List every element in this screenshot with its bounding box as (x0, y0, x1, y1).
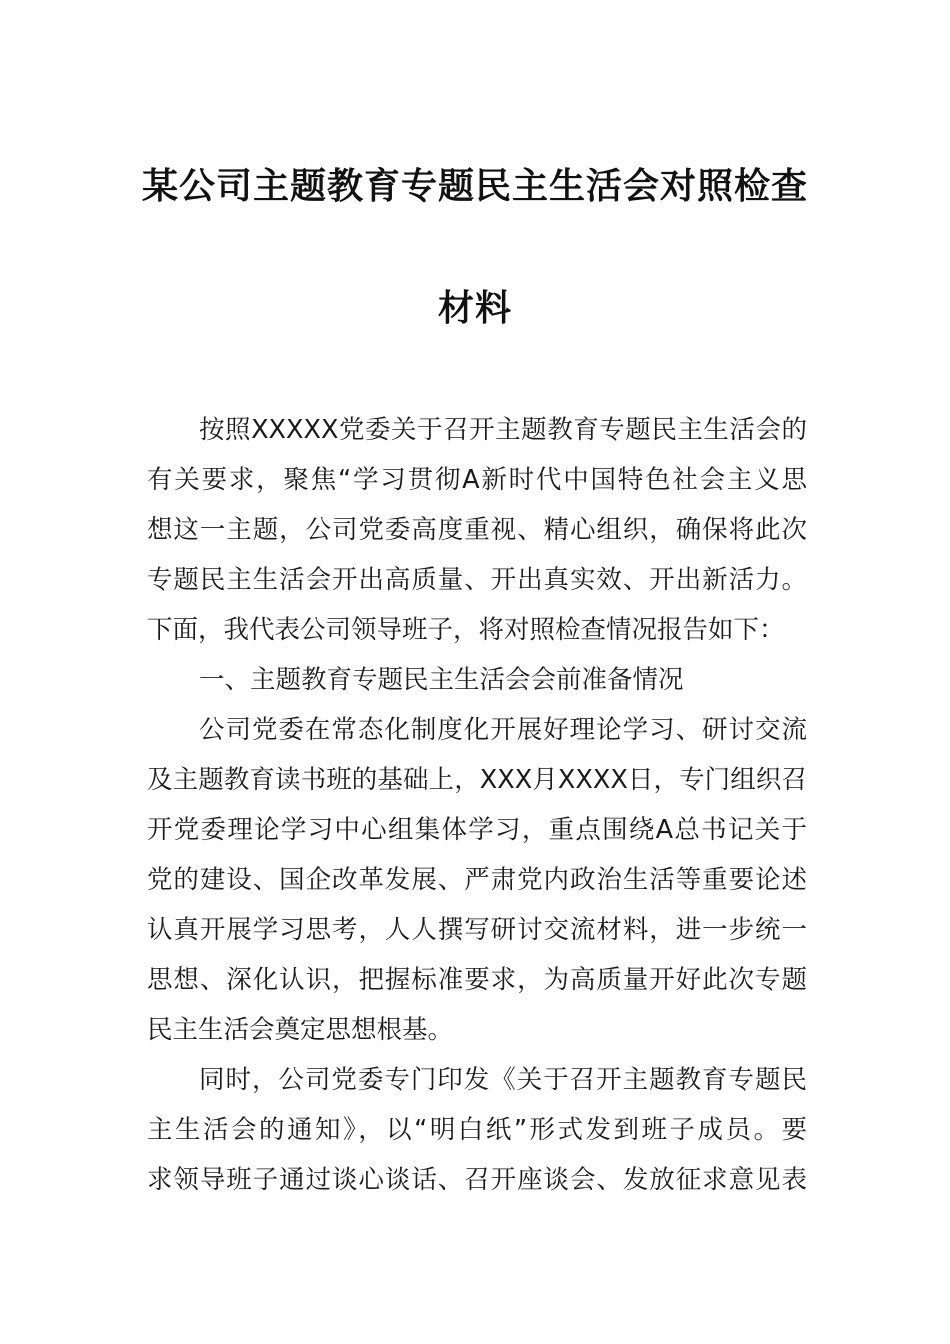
body-line-15: 主生活会的通知》，以“明白纸”形式发到班子成员。要 (147, 1115, 807, 1145)
body-line-13: 民主生活会奠定思想根基。 (147, 1015, 454, 1045)
body-line-4: 专题民主生活会开出高质量、开出真实效、开出新活力。 (147, 565, 807, 595)
body-line-7: 公司党委在常态化制度化开展好理论学习、研讨交流 (199, 715, 807, 745)
body-line-9: 开党委理论学习中心组集体学习，重点围绕A总书记关于 (147, 815, 807, 845)
body-line-3: 想这一主题，公司党委高度重视、精心组织，确保将此次 (147, 515, 807, 545)
document-title-line-2: 材料 (437, 287, 512, 329)
body-line-2: 有关要求，聚焦“学习贯彻A新时代中国特色社会主义思 (147, 465, 807, 495)
body-line-1: 按照XXXXX党委关于召开主题教育专题民主生活会的 (199, 415, 807, 445)
body-line-12: 思想、深化认识，把握标准要求，为高质量开好此次专题 (147, 965, 807, 995)
body-line-14: 同时，公司党委专门印发《关于召开主题教育专题民 (199, 1065, 807, 1095)
body-line-16: 求领导班子通过谈心谈话、召开座谈会、发放征求意见表 (147, 1165, 807, 1195)
body-line-8: 及主题教育读书班的基础上，XXX月XXXX日，专门组织召 (147, 765, 807, 795)
document-title-line-1: 某公司主题教育专题民主生活会对照检查 (141, 165, 808, 207)
section-heading-1: 一、主题教育专题民主生活会会前准备情况 (199, 665, 684, 695)
body-line-5: 下面，我代表公司领导班子，将对照检查情况报告如下： (147, 615, 785, 645)
body-line-11: 认真开展学习思考，人人撰写研讨交流材料，进一步统一 (147, 915, 807, 945)
body-line-10: 党的建设、国企改革发展、严肃党内政治生活等重要论述 (147, 865, 807, 895)
